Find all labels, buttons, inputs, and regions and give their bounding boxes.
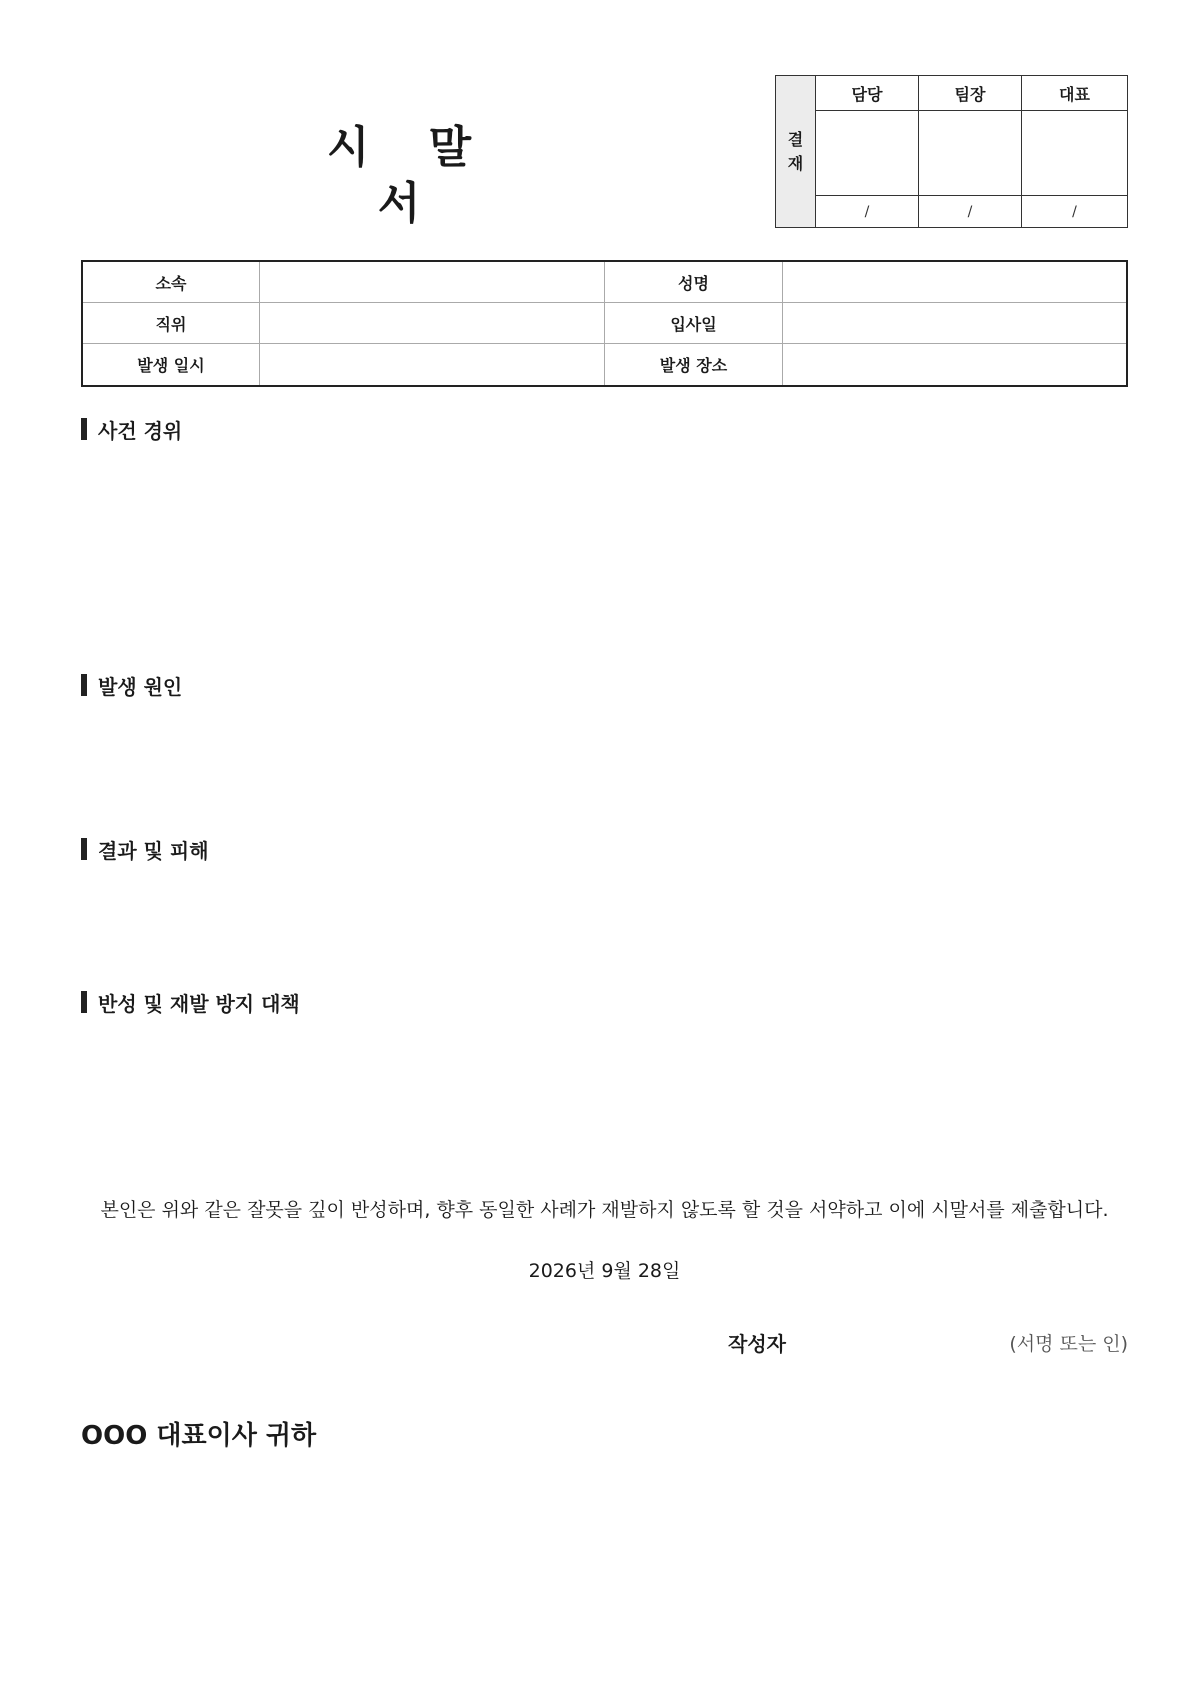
label-incident-datetime: 발생 일시 [83,344,260,385]
value-hire-date[interactable] [783,303,1126,344]
approval-side-label-1: 결 [787,129,804,149]
writer-label: 작성자 [728,1332,786,1356]
submission-date: 2026년 9월 28일 [528,1260,681,1282]
value-position[interactable] [260,303,605,344]
label-hire-date: 입사일 [605,303,783,344]
section-incident-details [81,416,182,442]
approval-header-ceo: 대표 [1022,76,1127,111]
value-affiliation[interactable] [260,262,605,303]
approval-sign-staff[interactable] [816,111,919,196]
section-cause [81,672,182,698]
label-incident-place: 발생 장소 [605,344,783,385]
approval-header-staff: 담당 [816,76,919,111]
approval-header-team-lead: 팀장 [919,76,1022,111]
pledge-statement: 본인은 위와 같은 잘못을 깊이 반성하며, 향후 동일한 사례가 재발하지 않도록 할 것을 서약하고 이에 시말서를 제출합니다. [100,1199,1109,1221]
section-marker [81,674,87,696]
info-table [81,260,1128,387]
approval-side-label [776,76,816,227]
approval-sign-team-lead[interactable] [919,111,1022,196]
section-marker [81,838,87,860]
section-prevention [81,989,300,1015]
section-heading: 사건 경위 [98,418,183,443]
section-marker [81,991,87,1013]
value-name[interactable] [783,262,1126,303]
value-incident-place[interactable] [783,344,1126,385]
approval-date-ceo[interactable]: / [1072,203,1077,220]
approval-date-staff[interactable]: / [816,196,919,227]
addressee: OOO 대표이사 귀하 [81,1421,317,1451]
label-position: 직위 [83,303,260,344]
label-name: 성명 [605,262,783,303]
value-incident-datetime[interactable] [260,344,605,385]
section-marker [81,418,87,440]
approval-table [775,75,1128,228]
section-heading: 발생 원인 [98,674,183,699]
approval-side-label-2: 재 [787,153,804,173]
section-heading: 반성 및 재발 방지 대책 [98,991,300,1016]
approval-date-team-lead[interactable]: / [919,196,1022,227]
signature-hint: (서명 또는 인) [1009,1333,1128,1355]
approval-sign-ceo[interactable] [1022,111,1127,196]
document-title: 시 말 서 [326,122,494,229]
section-heading: 결과 및 피해 [98,838,209,863]
section-result-damage [81,836,209,862]
label-affiliation: 소속 [83,262,260,303]
